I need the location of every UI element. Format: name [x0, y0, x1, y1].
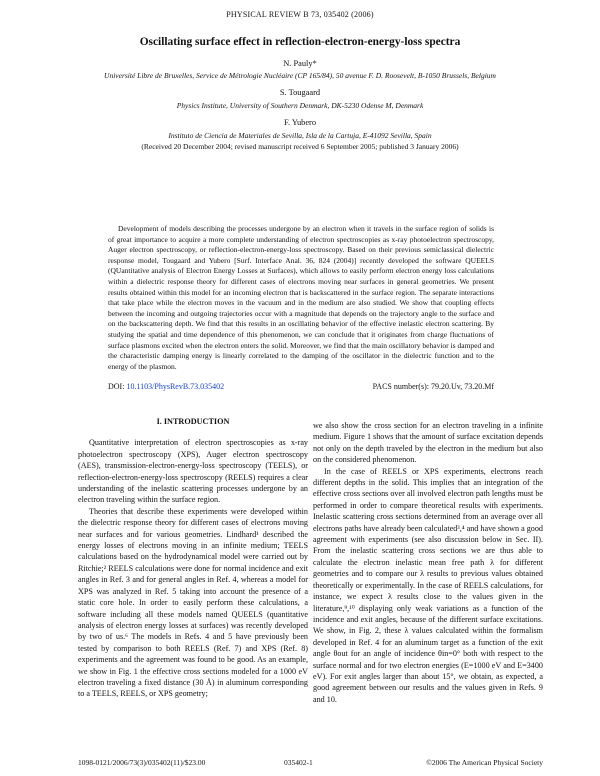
doi-link[interactable]: 10.1103/PhysRevB.73.035402: [126, 382, 225, 391]
author-name: F. Yubero: [283, 118, 317, 127]
body-paragraph: In the case of REELS or XPS experiments, electrons reach different depths in the solid. This implies that an integration of the effective cross sections over all involved electron path lengths must be performed in order to compare theoretical results with experiments. Inelastic scattering cross sections determined from an average over all electrons paths have already been calculated³,⁴ and have shown a good agreement with experiments (see also discussion below in Sec. II). From the inelastic scattering cross sections we are thus able to calculate the electron inelastic mean free path λ for different geometries and to compare our λ results to previous values obtained theoretically or experimentally. In the case of REELS calculations, for instance, we expect λ results close to the values given in the literature,⁹,¹⁰ displaying only weak variations as a function of the incidence and exit angles, because of the different surface excitations. We show, in Fig. 2, these λ values calculated within the formalism developed in Ref. 4 for an aluminum target as a function of the exit angle θout for an angle of incidence θin=0° both with respect to the surface normal and for two electron energies (E=1000 eV and E=3400 eV). For exit angles larger than about 15°, we obtain, as expected, a good agreement between our results and the values given in Refs. 9 and 10.: [313, 466, 543, 704]
running-head: PHYSICAL REVIEW B 73, 035402 (2006): [226, 10, 374, 19]
body-paragraph: Quantitative interpretation of electron spectroscopies as x-ray photoelectron spectroscopy (XPS), Auger electron spectroscopy (AES), transmission-electron-energy-loss spectroscopy (TEELS), or reflection-electron-energy-loss spectroscopy (REELS) requires a clear understanding of the inelastic scattering processes undergone by an electron traveling within the surface region.: [78, 438, 308, 505]
right-column: [313, 420, 543, 705]
paper-title: Oscillating surface effect in reflection-electron-energy-loss spectra: [139, 36, 461, 48]
pacs-numbers: PACS number(s): 79.20.Uv, 73.20.Mf: [372, 382, 494, 391]
section-heading: I. INTRODUCTION: [156, 417, 230, 426]
received-dates: (Received 20 December 2004; revised manuscript received 6 September 2005; published 3 January 2006): [141, 142, 459, 151]
author-affiliation: Physics Institute, University of Southern Denmark, DK-5230 Odense M, Denmark: [176, 101, 424, 110]
left-column: [78, 416, 308, 700]
author-name: N. Pauly*: [283, 59, 317, 68]
footer-issn: 1098-0121/2006/73(3)/035402(11)/$23.00: [78, 758, 206, 767]
doi-label: DOI:: [108, 382, 125, 391]
author-affiliation: Université Libre de Bruxelles, Service de Métrologie Nucléaire (CP 165/84), 50 avenue F. D. Roosevelt, B-1050 Brussels, Belgium: [104, 71, 496, 80]
body-paragraph: Theories that describe these experiments were developed within the dielectric response theory for different cases of electrons moving near surfaces and for various geometries. Lindhard¹ described the energy losses of electrons moving in an infinite medium; TEELS calculations based on the hydrodynamical model were carried out by Ritchie;² REELS calculations were done for normal incidence and exit angles in Ref. 3 and for general angles in Ref. 4, whereas a model for XPS was analyzed in Ref. 5 taking into account the presence of a static core hole. In order to easily perform these calculations, a software including all these models named QUEELS (quantitative analysis of electron energy losses at surfaces) was recently developed by two of us.⁶ The models in Refs. 4 and 5 have previously been tested by comparison to both REELS (Ref. 7) and XPS (Ref. 8) experiments and the agreement was found to be good. As an example, we show in Fig. 1 the effective cross sections modeled for a 1000 eV electron traveling a fixed distance (30 Å) in aluminum corresponding to a TEELS, REELS, or XPS geometry;: [78, 506, 308, 699]
copyright: ©2006 The American Physical Society: [426, 758, 543, 767]
author-affiliation: Instituto de Ciencia de Materiales de Sevilla, Isla de la Cartuja, E-41092 Sevilla, Spain: [168, 131, 432, 140]
body-paragraph: we also show the cross section for an electron traveling in a infinite medium. Figure 1 shows that the amount of surface excitation depends not only on the depth traveled by the electron in the medium but also on the considered phenomenon.: [313, 421, 543, 465]
abstract: Development of models describing the processes undergone by an electron when it travels in the surface region of solids is of great importance to acquire a more complete understanding of electron spectroscopies as x-ray photoelectron spectroscopy, Auger electron spectroscopy, or reflection-electron-energy-loss spectroscopy. Based on their previous semiclassical dielectric response model, Tougaard and Yubero [Surf. Interface Anal. 36, 824 (2004)] recently developed the software QUEELS (QUantitative analysis of Electron Energy Losses at Surfaces), which allows to easily perform electron energy loss calculations within a dielectric response theory for different cases of electrons moving near surfaces in general geometries. We present results obtained within this model for an incoming electron that is backscattered in the surface region. The separate interactions that take place while the electron moves in the vacuum and in the medium are also studied. We show that coupling effects between the incoming and outgoing trajectories occur with a magnitude that depends on the trajectory angle to the surface and on the backscattering depth. We find that this results in an oscillating behavior of the effective inelastic electron scattering. By studying the spatial and time dependence of this phenomenon, we can conclude that it originates from charge fluctuations of surface plasmons excited when the electron enters the solid. Moreover, we find that the main oscillatory behavior is damped and the characteristic damping energy is linearly correlated to the damping of the oscillator in the dielectric function and to the energy of the plasmon.: [108, 224, 494, 371]
author-name: S. Tougaard: [279, 88, 321, 97]
page-number: 035402-1: [284, 758, 313, 767]
doi-line: [108, 382, 494, 391]
